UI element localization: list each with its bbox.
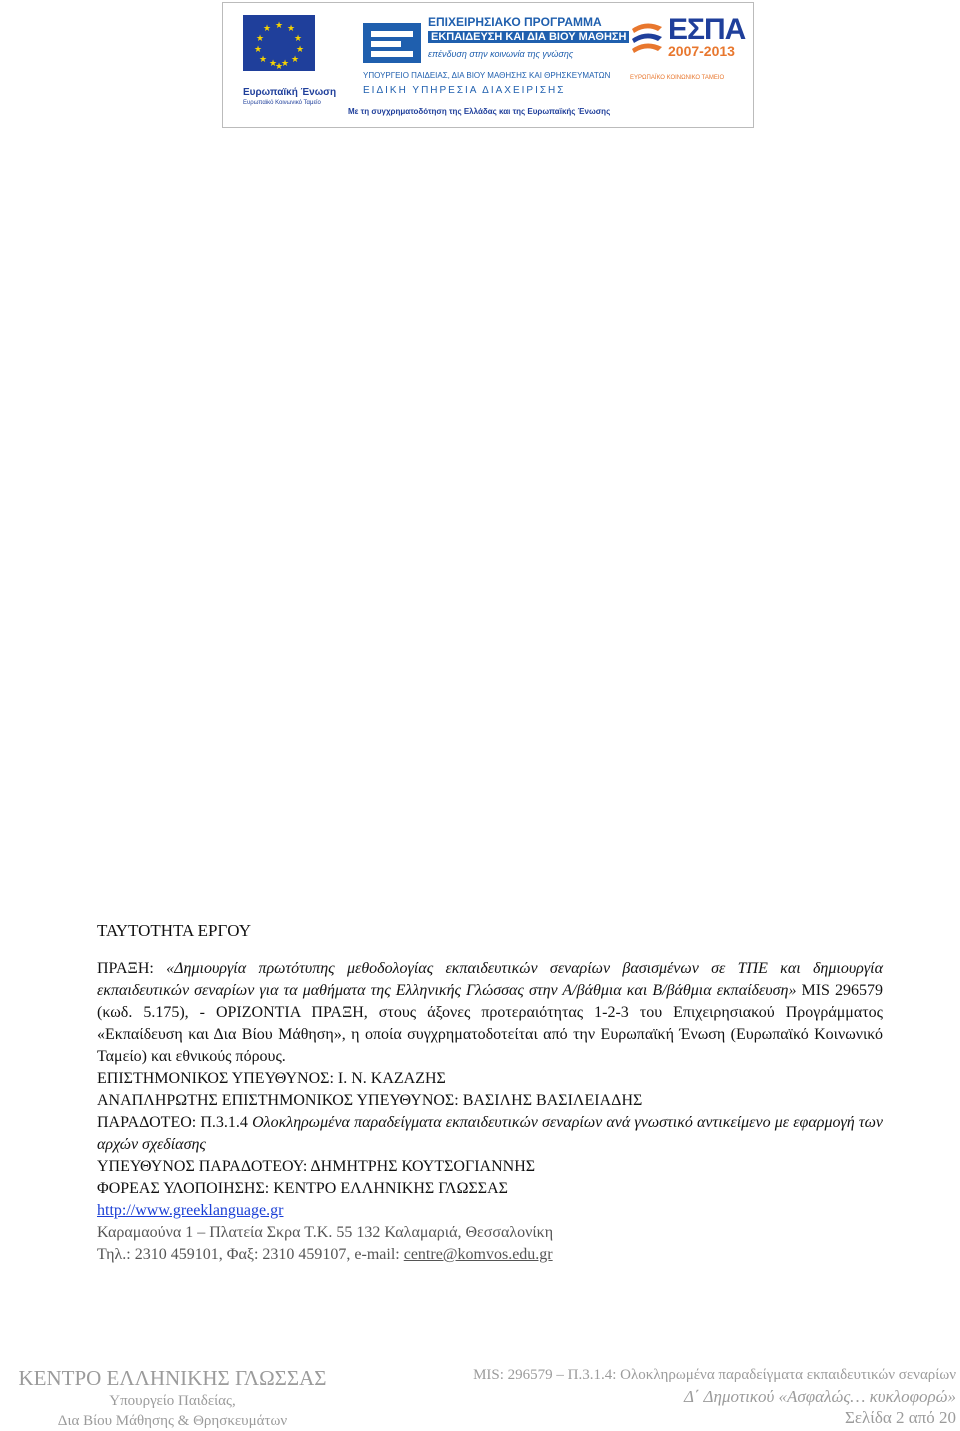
cofunding-banner <box>222 2 754 128</box>
footer-mis: MIS: 296579 – Π.3.1.4: Ολοκληρωμένα παραδείγματα εκπαιδευτικών σεναρίων <box>473 1367 956 1383</box>
eu-name: Ευρωπαϊκή Ένωση <box>243 87 337 98</box>
deliverable-responsible: ΥΠΕΥΘΥΝΟΣ ΠΑΡΑΔΟΤΕΟΥ: ΔΗΜΗΤΡΗΣ ΚΟΥΤΣΟΓΙΑΝΝΗΣ <box>97 1158 536 1175</box>
footer-org-name: ΚΕΝΤΡΟ ΕΛΛΗΝΙΚΗΣ ΓΛΩΣΣΑΣ <box>18 1366 327 1390</box>
deliverable-label: ΠΑΡΑΔΟΤΕΟ: Π.3.1.4 <box>97 1114 253 1131</box>
footer-document-info <box>473 1365 956 1428</box>
scientific-responsible: ΕΠΙΣΤΗΜΟΝΙΚΟΣ ΥΠΕΥΘΥΝΟΣ: Ι. Ν. ΚΑΖΑΖΗΣ <box>97 1070 446 1087</box>
project-details <box>97 958 883 1266</box>
contact-line <box>97 1244 883 1266</box>
footer-scenario: Δ΄ Δημοτικού «Ασφαλώς… κυκλοφορώ» <box>683 1387 956 1406</box>
program-subtitle: ΕΚΠΑΙΔΕΥΣΗ ΚΑΙ ΔΙΑ ΒΙΟΥ ΜΑΘΗΣΗ <box>428 31 629 43</box>
email-link[interactable]: centre@komvos.edu.gr <box>403 1246 553 1263</box>
espa-years: 2007-2013 <box>668 43 735 59</box>
espa-subtitle: ΕΥΡΩΠΑΪΚΟ ΚΟΙΝΩΝΙΚΟ ΤΑΜΕΙΟ <box>630 75 725 81</box>
address: Καραμαούνα 1 – Πλατεία Σκρα Τ.Κ. 55 132 Καλαμαριά, Θεσσαλονίκη <box>97 1224 554 1241</box>
deliverable-title: Ολοκληρωμένα παραδείγματα εκπαιδευτικών σεναρίων ανά γνωστικό αντικείμενο με εφαρμογή των αρχών σχεδίασης <box>97 1114 884 1153</box>
praxi-title: «Δημιουργία πρωτότυπης μεθοδολογίας εκπαιδευτικών σεναρίων βασισμένων σε ΤΠΕ και δημιουργία εκπαιδευτικών σεναρίων για τα μαθήματα της Ελληνικής Γλώσσας στην Α/βάθμια και Β/βάθμια εκπαίδευση» <box>97 960 884 999</box>
program-title: ΕΠΙΧΕΙΡΗΣΙΑΚΟ ΠΡΟΓΡΑΜΜΑ <box>428 15 602 29</box>
footer-ministry-line1: Υπουργείο Παιδείας, <box>109 1393 236 1409</box>
cofunding-note: Με τη συγχρηματοδότηση της Ελλάδας και της Ευρωπαϊκής Ένωσης <box>348 107 611 116</box>
program-logo-icon <box>363 23 421 63</box>
praxi-label: ΠΡΑΞΗ: <box>97 960 167 977</box>
website-link[interactable]: http://www.greeklanguage.gr <box>97 1202 284 1219</box>
footer-organization <box>0 1365 345 1431</box>
project-identity-heading: ΤΑΥΤΟΤΗΤΑ ΕΡΓΟΥ <box>97 921 251 940</box>
espa-title: ΕΣΠΑ <box>668 13 746 46</box>
implementing-body: ΦΟΡΕΑΣ ΥΛΟΠΟΙΗΣΗΣ: ΚΕΝΤΡΟ ΕΛΛΗΝΙΚΗΣ ΓΛΩΣΣΑΣ <box>97 1180 508 1197</box>
ministry-name: ΥΠΟΥΡΓΕΙΟ ΠΑΙΔΕΙΑΣ, ΔΙΑ ΒΙΟΥ ΜΑΘΗΣΗΣ ΚΑΙ ΘΡΗΣΚΕΥΜΑΤΩΝ <box>363 71 611 80</box>
authority-name: ΕΙΔΙΚΗ ΥΠΗΡΕΣΙΑ ΔΙΑΧΕΙΡΙΣΗΣ <box>363 85 566 96</box>
eu-flag-icon: ★ ★ ★ ★ ★ ★ ★ ★ ★ ★ ★ ★ <box>243 15 315 71</box>
contact-phones: Τηλ.: 2310 459101, Φαξ: 2310 459107, e-mail: <box>97 1246 404 1263</box>
eu-fund: Ευρωπαϊκό Κοινωνικό Ταμείο <box>243 100 321 106</box>
footer-ministry-line2: Δια Βίου Μάθησης & Θρησκευμάτων <box>57 1413 288 1429</box>
deliverable-paragraph <box>97 1112 883 1156</box>
footer-page-number: Σελίδα 2 από 20 <box>844 1408 956 1427</box>
espa-swoosh-icon <box>628 19 664 55</box>
deputy-responsible: ΑΝΑΠΛΗΡΩΤΗΣ ΕΠΙΣΤΗΜΟΝΙΚΟΣ ΥΠΕΥΘΥΝΟΣ: ΒΑΣΙΛΗΣ ΒΑΣΙΛΕΙΑΔΗΣ <box>97 1092 643 1109</box>
praxi-paragraph <box>97 958 883 1068</box>
praxi-description: MIS 296579 (κωδ. 5.175), - ΟΡΙΖΟΝΤΙΑ ΠΡΑΞΗ, στους άξονες προτεραιότητας 1-2-3 του Επιχειρησιακού Προγράμματος «Εκπαίδευση και Δια Βίου Μάθηση», η οποία συγχρηματοδοτείται από την Ευρωπαϊκή Ένωση (Ευρωπαϊκό Κοινωνικό Ταμείο) και εθνικούς πόρους. <box>97 982 884 1065</box>
espa-logo <box>628 13 746 85</box>
program-slogan: επένδυση στην κοινωνία της γνώσης <box>428 49 574 59</box>
